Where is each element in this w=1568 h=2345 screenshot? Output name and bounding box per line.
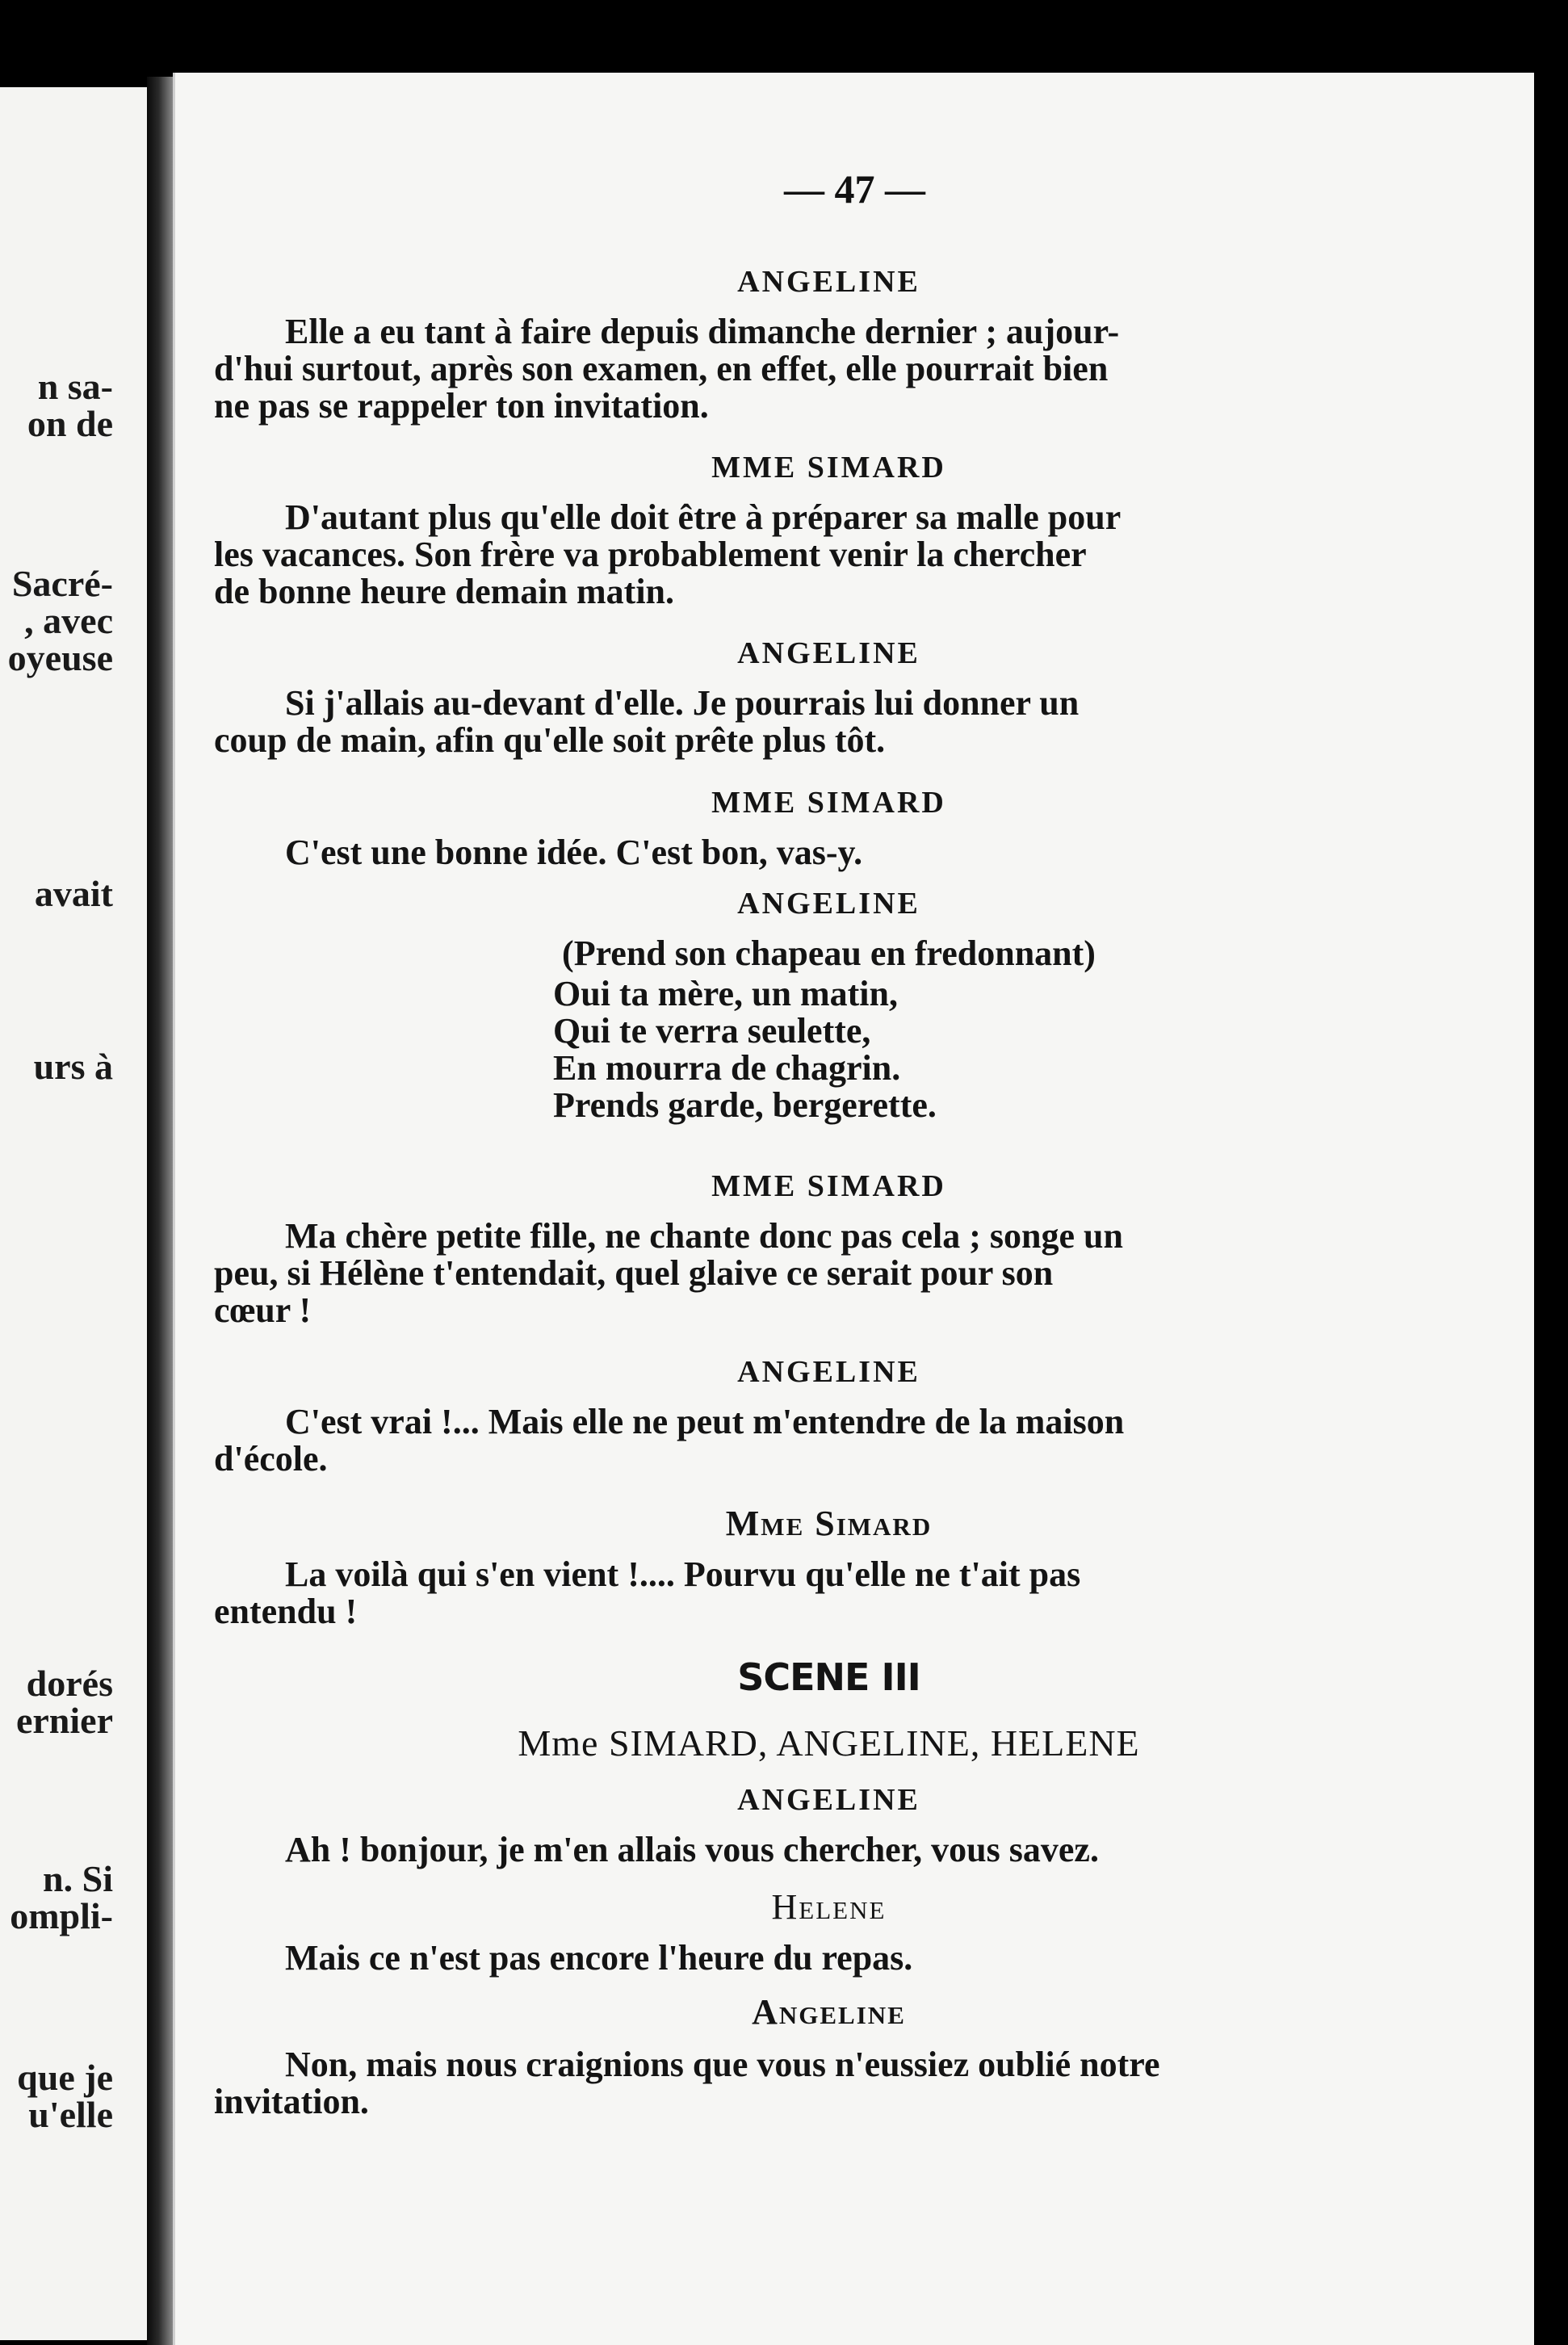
dialogue-line: Ma chère petite fille, ne chante donc pas cela ; songe un — [285, 1216, 1123, 1256]
song-verse: Qui te verra seulette, — [553, 1011, 871, 1051]
dialogue-line: La voilà qui s'en vient !.... Pourvu qu'elle ne t'ait pas — [285, 1554, 1081, 1594]
dialogue-block — [214, 1357, 1444, 1478]
speaker-name: ANGELINE — [737, 1783, 920, 1817]
dialogue-line: Elle a eu tant à faire depuis dimanche dernier ; aujour- — [285, 312, 1120, 351]
left-fragment: ernier — [15, 1700, 113, 1741]
dialogue-block — [214, 1992, 1444, 2121]
left-fragment: urs à — [33, 1046, 113, 1087]
dialogue-block — [214, 452, 1444, 610]
left-fragment: n. Si — [43, 1858, 113, 1899]
left-fragment: u'elle — [28, 2094, 113, 2135]
scene-cast: Mme SIMARD, ANGELINE, HELENE — [518, 1722, 1140, 1764]
left-fragment: dorés — [26, 1663, 113, 1704]
speaker-name: MME SIMARD — [711, 451, 946, 485]
left-fragment: , avec — [24, 600, 113, 641]
dialogue-block — [214, 638, 1444, 759]
dialogue-block — [214, 1171, 1444, 1329]
dialogue-line: Ah ! bonjour, je m'en allais vous chercher, vous savez. — [285, 1830, 1099, 1869]
dialogue-block — [214, 266, 1444, 425]
speaker-name: MME SIMARD — [711, 786, 946, 820]
song-verse: En mourra de chagrin. — [553, 1048, 901, 1088]
dialogue-line: C'est une bonne idée. C'est bon, vas-y. — [285, 833, 863, 872]
dialogue-line: peu, si Hélène t'entendait, quel glaive ce serait pour son — [214, 1253, 1054, 1293]
speaker-name: ANGELINE — [737, 636, 920, 670]
left-fragment: on de — [27, 403, 113, 444]
dialogue-line: invitation. — [214, 2082, 369, 2121]
scene-title: SCENE III — [737, 1655, 920, 1699]
dialogue-line: D'autant plus qu'elle doit être à préparer sa malle pour — [285, 497, 1121, 537]
dialogue-line: C'est vrai !... Mais elle ne peut m'entendre de la maison — [285, 1402, 1125, 1441]
dialogue-line: cœur ! — [214, 1290, 312, 1330]
stage-direction: (Prend son chapeau en fredonnant) — [562, 933, 1096, 973]
dialogue-line: ne pas se rappeler ton invitation. — [214, 386, 709, 426]
dialogue-line: d'hui surtout, après son examen, en effet, elle pourrait bien — [214, 349, 1109, 388]
dialogue-line: Non, mais nous craignions que vous n'eussiez oublié notre — [285, 2045, 1160, 2084]
speaker-name: ANGELINE — [737, 1355, 920, 1389]
speaker-name: ANGELINE — [737, 265, 920, 299]
left-fragment: oyeuse — [7, 637, 113, 678]
dialogue-line: de bonne heure demain matin. — [214, 572, 675, 611]
song-verse: Oui ta mère, un matin, — [553, 974, 898, 1013]
speaker-name: Helene — [771, 1887, 887, 1927]
speaker-name: Angeline — [752, 1992, 906, 2032]
book-page — [173, 73, 1534, 2345]
dialogue-block — [214, 1785, 1444, 1869]
dialogue-line: entendu ! — [214, 1592, 358, 1631]
dialogue-block — [214, 787, 1444, 871]
scene-heading — [214, 1655, 1444, 1764]
left-fragment: ompli- — [10, 1895, 113, 1936]
left-fragment: que je — [17, 2057, 113, 2098]
dialogue-block — [214, 1506, 1444, 1630]
book-binding-shadow — [147, 77, 173, 2345]
speaker-name: ANGELINE — [737, 887, 920, 921]
left-fragment: n sa- — [37, 366, 113, 407]
left-fragment: Sacré- — [11, 563, 113, 604]
left-fragment: avait — [34, 873, 113, 914]
song-verse: Prends garde, bergerette. — [553, 1085, 937, 1125]
dialogue-line: coup de main, afin qu'elle soit prête plus tôt. — [214, 720, 886, 760]
dialogue-block — [214, 888, 1444, 1124]
dialogue-block — [214, 1887, 1444, 1978]
speaker-name: MME SIMARD — [711, 1169, 946, 1203]
dialogue-line: d'école. — [214, 1439, 328, 1479]
left-page-margin — [0, 87, 147, 2340]
dialogue-line: Si j'allais au-devant d'elle. Je pourrais lui donner un — [285, 683, 1080, 723]
page-number: — 47 — — [784, 166, 925, 212]
speaker-name: Mme Simard — [725, 1504, 933, 1543]
dialogue-line: les vacances. Son frère va probablement venir la chercher — [214, 535, 1087, 574]
dialogue-line: Mais ce n'est pas encore l'heure du repas. — [285, 1938, 913, 1978]
